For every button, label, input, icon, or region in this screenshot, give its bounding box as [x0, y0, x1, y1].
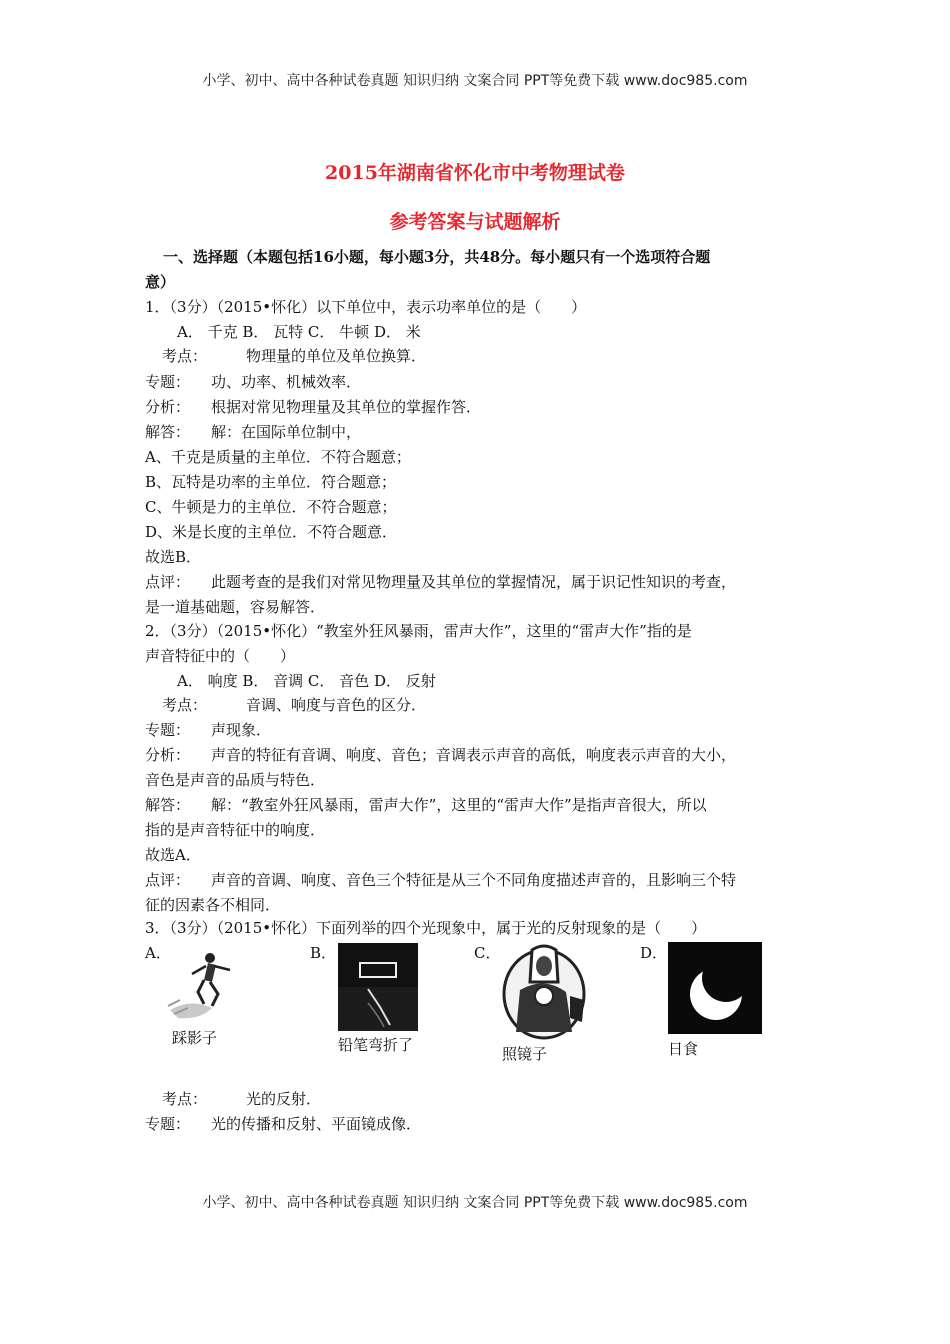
- shadow-stepping-image: [160, 948, 250, 1026]
- q3-option-d-caption: 日食: [668, 1040, 699, 1058]
- q1-line-d: D、米是长度的主单位．不符合题意．: [145, 523, 398, 541]
- q1-line-b: B、瓦特是功率的主单位．符合题意；: [145, 473, 397, 491]
- q3-option-d-letter: D．: [640, 944, 668, 962]
- q2-stem-cont: 声音特征中的（ ）: [145, 647, 296, 665]
- q1-dianping-label: 点评：: [145, 573, 191, 591]
- q2-dianping-cont: 征的因素各不相同．: [145, 896, 281, 914]
- q3-option-a-letter: A．: [145, 944, 171, 962]
- q1-zhuanti-label: 专题：: [145, 373, 191, 391]
- q2-jieda: 解：“教室外狂风暴雨，雷声大作”，这里的“雷声大作”是指声音很大，所以: [211, 796, 707, 814]
- page-header: 小学、初中、高中各种试卷真题 知识归纳 文案合同 PPT等免费下载 www.doc985.com: [202, 73, 748, 89]
- page-footer: 小学、初中、高中各种试卷真题 知识归纳 文案合同 PPT等免费下载 www.doc985.com: [202, 1195, 748, 1211]
- q3-kaodian: 光的反射．: [246, 1090, 322, 1108]
- q1-answer: 故选B．: [145, 548, 202, 566]
- q1-jieda-label: 解答：: [145, 423, 191, 441]
- q2-fenxi-label: 分析：: [145, 746, 191, 764]
- q1-line-c: C、牛顿是力的主单位．不符合题意；: [145, 498, 397, 516]
- q2-jieda-label: 解答：: [145, 796, 191, 814]
- q1-kaodian-label: 考点：: [162, 347, 208, 365]
- q3-kaodian-label: 考点：: [162, 1090, 208, 1108]
- q2-zhuanti-label: 专题：: [145, 721, 191, 739]
- q2-kaodian: 音调、响度与音色的区分．: [246, 696, 427, 714]
- q2-kaodian-label: 考点：: [162, 696, 208, 714]
- q2-answer: 故选A．: [145, 846, 201, 864]
- eclipse-image: [668, 942, 762, 1034]
- q3-option-b-letter: B．: [310, 944, 337, 962]
- q3-stem: 3．（3分）（2015•怀化）下面列举的四个光现象中，属于光的反射现象的是（ ）: [145, 919, 707, 937]
- q3-option-c-caption: 照镜子: [502, 1045, 548, 1063]
- bent-pencil-image: [338, 943, 418, 1031]
- q1-dianping-cont: 是一道基础题，容易解答．: [145, 598, 326, 616]
- q2-jieda-cont: 指的是声音特征中的响度．: [145, 821, 326, 839]
- q1-dianping: 此题考查的是我们对常见物理量及其单位的掌握情况，属于识记性知识的考查，: [211, 573, 737, 591]
- q3-option-c-letter: C．: [474, 944, 501, 962]
- q2-stem: 2．（3分）（2015•怀化）“教室外狂风暴雨，雷声大作”，这里的“雷声大作”指的是: [145, 622, 692, 640]
- q2-zhuanti: 声现象．: [211, 721, 272, 739]
- page-subtitle: 参考答案与试题解析: [389, 211, 561, 233]
- q3-zhuanti: 光的传播和反射、平面镜成像．: [211, 1115, 422, 1133]
- section-heading-cont: 意）: [145, 273, 176, 291]
- q1-stem: 1．（3分）（2015•怀化）以下单位中，表示功率单位的是（ ）: [145, 298, 587, 316]
- q1-zhuanti: 功、功率、机械效率．: [211, 373, 362, 391]
- q1-line-a: A、千克是质量的主单位．不符合题意；: [145, 448, 411, 466]
- q2-dianping-label: 点评：: [145, 871, 191, 889]
- q1-jieda: 解：在国际单位制中，: [211, 423, 362, 441]
- q1-fenxi: 根据对常见物理量及其单位的掌握作答．: [211, 398, 482, 416]
- q1-fenxi-label: 分析：: [145, 398, 191, 416]
- q1-kaodian: 物理量的单位及单位换算．: [246, 347, 427, 365]
- q3-option-a-caption: 踩影子: [172, 1029, 218, 1047]
- q2-fenxi-cont: 音色是声音的品质与特色．: [145, 771, 326, 789]
- q2-dianping: 声音的音调、响度、音色三个特征是从三个不同角度描述声音的，且影响三个特: [211, 871, 737, 889]
- q1-options: A． 千克 B． 瓦特 C． 牛顿 D． 米: [177, 323, 421, 341]
- q2-options: A． 响度 B． 音调 C． 音色 D． 反射: [177, 672, 436, 690]
- mirror-image: [500, 942, 588, 1040]
- page-title: 2015年湖南省怀化市中考物理试卷: [325, 162, 625, 184]
- q2-fenxi: 声音的特征有音调、响度、音色；音调表示声音的高低，响度表示声音的大小，: [211, 746, 737, 764]
- q3-option-b-caption: 铅笔弯折了: [338, 1036, 414, 1054]
- q3-zhuanti-label: 专题：: [145, 1115, 191, 1133]
- section-heading: 一、选择题（本题包括16小题，每小题3分，共48分。每小题只有一个选项符合题: [163, 248, 711, 266]
